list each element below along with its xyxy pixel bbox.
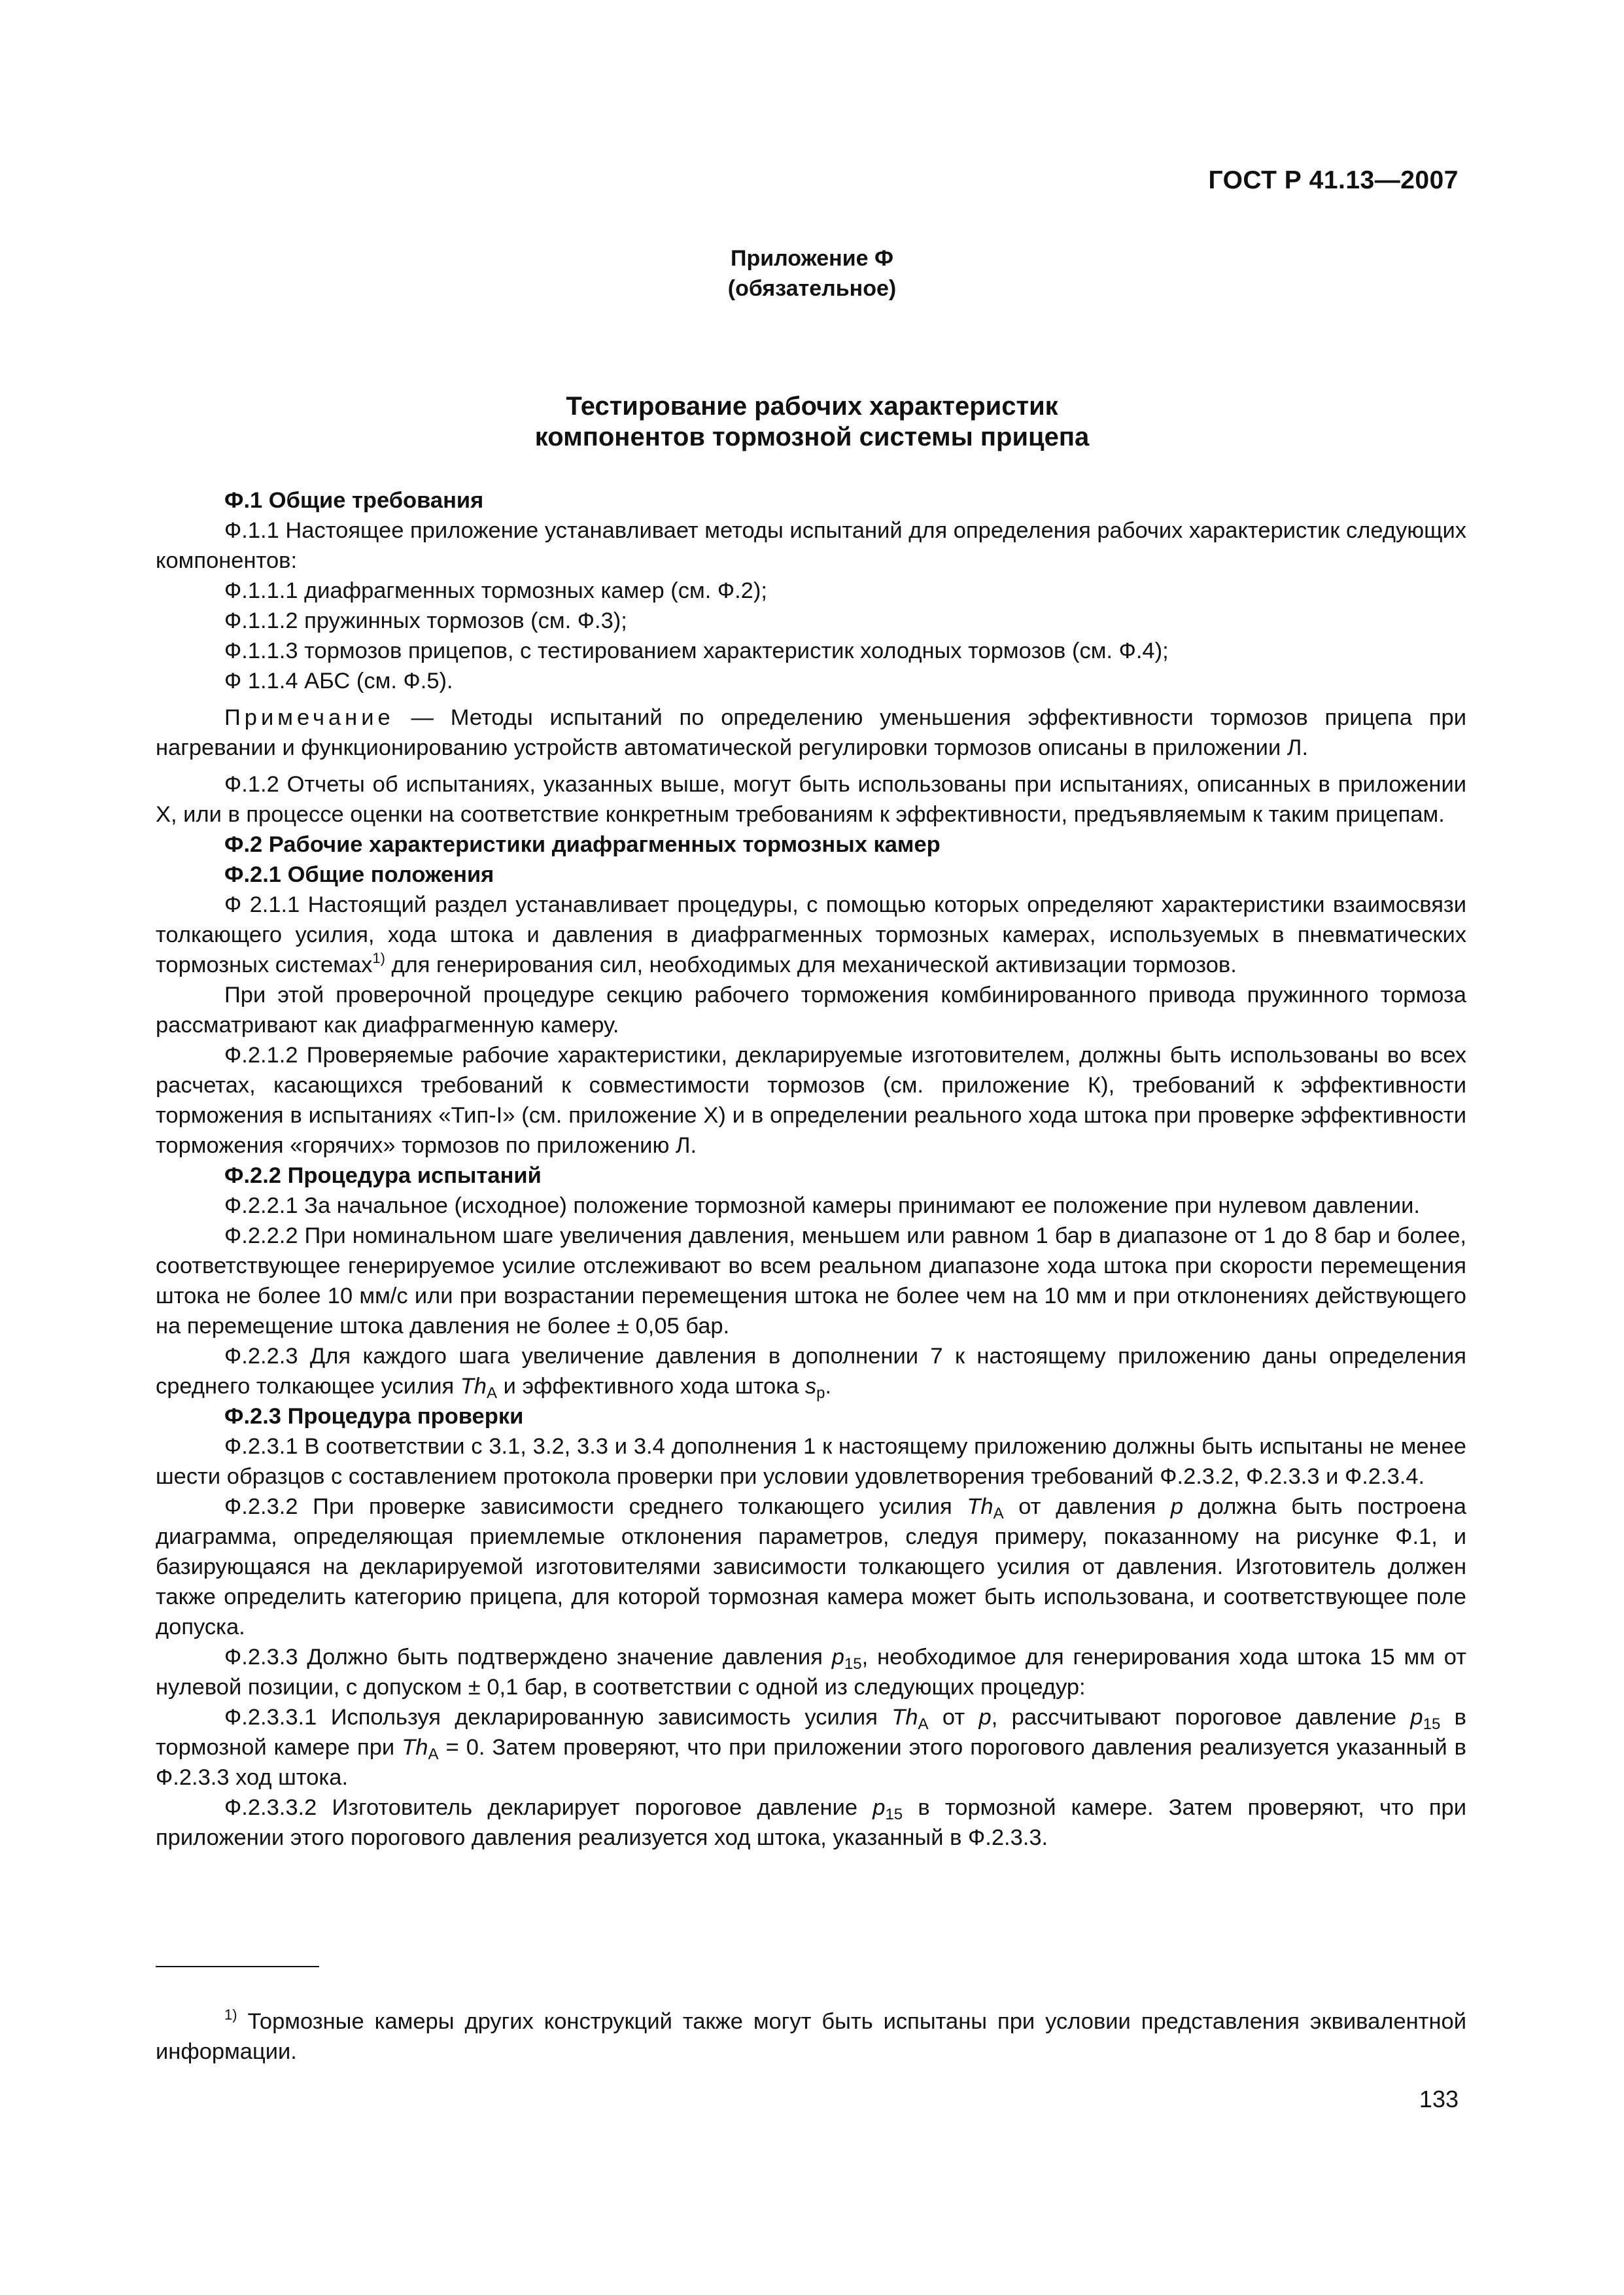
annex-title: Приложение Ф [731,246,893,271]
document-body [156,485,1466,1853]
paragraph-f223: Ф.2.2.3 Для каждого шага увеличение давления в дополнении 7 к настоящему приложению даны определения среднего толкающее усилия $Th_A$ и эффективного хода штока $s_p$. [156,1344,1466,1402]
note-text: — Методы испытаний по определению уменьшения эффективности тормозов прицепа при нагревании и функционированию устройств автоматической регулировки тормозов описаны в приложении Л. [156,705,1466,760]
list-item-f1111: Ф.1.1.1 диафрагменных тормозных камер (см. Ф.2); [224,578,767,603]
document-title-line1: Тестирование рабочих характеристик [566,392,1058,421]
note-label: Примечание [224,705,394,730]
page-number: 133 [1419,2086,1459,2112]
list-item-f1113: Ф.1.1.3 тормозов прицепов, с тестированием характеристик холодных тормозов (см. Ф.4); [224,639,1169,663]
section-heading-f21: Ф.2.1 Общие положения [224,862,494,887]
list-item-f1114: Ф 1.1.4 АБС (см. Ф.5). [224,669,453,693]
symbol-th: Th [460,1374,487,1399]
footnote-ref: 1) [372,950,385,966]
paragraph-f211: Ф 2.1.1 Настоящий раздел устанавливает процедуры, с помощью которых определяют характеристики взаимосвязи толкающего усилия, хода штока и давления в диафрагменных тормозных камерах, используемых в пневматических тормозных системах$^{1)}$ для генерирования сил, необходимых для механической активизации тормозов. [156,892,1466,977]
paragraph-f221: Ф.2.2.1 За начальное (исходное) положение тормозной камеры принимают ее положение при нулевом давлении. [224,1193,1420,1218]
paragraph-f2332: Ф.2.3.3.2 Изготовитель декларирует пороговое давление $p_{15}$ в тормозной камере. Затем проверяют, что при приложении этого порогового давления реализуется ход штока, указанный в Ф.2.3.3. [156,1795,1466,1850]
paragraph-f232: Ф.2.3.2 При проверке зависимости среднего толкающего усилия $Th_A$ от давления p должна быть построена диаграмма, определяющая приемлемые отклонения параметров, следуя примеру, показанному на рисунке Ф.1, и базирующаяся на декларируемой изготовителями зависимости толкающего усилия от давления. Изготовитель должен также определить категорию прицепа, для которой тормозная камера может быть использована, и соответствующее поле допуска. [156,1494,1466,1639]
standard-number: ГОСТ Р 41.13—2007 [1208,166,1459,194]
section-heading-f23: Ф.2.3 Процедура проверки [224,1404,524,1429]
list-item-f1112: Ф.1.1.2 пружинных тормозов (см. Ф.3); [224,608,627,633]
paragraph-f111: Ф.1.1 Настоящее приложение устанавливает методы испытаний для определения рабочих характеристик следующих компонентов: [156,518,1466,573]
paragraph-f2331: Ф.2.3.3.1 Используя декларированную зависимость усилия $Th_A$ от p, рассчитывают пороговое давление $p_{15}$ в тормозной камере при $Th_A = 0$. Затем проверяют, что при приложении этого порогового давления реализуется указанный в Ф.2.3.3 ход штока. [156,1705,1466,1790]
paragraph-f211-p2: При этой проверочной процедуре секцию рабочего торможения комбинированного привода пружинного тормоза рассматривают как диафрагменную камеру. [156,983,1466,1038]
paragraph-f112: Ф.1.2 Отчеты об испытаниях, указанных выше, могут быть использованы при испытаниях, описанных в приложении Х, или в процессе оценки на соответствие конкретным требованиям к эффективности, предъявляемым к таким прицепам. [156,772,1466,827]
footnote-text: Тормозные камеры других конструкций также могут быть испытаны при условии представления эквивалентной информации. [156,2008,1466,2064]
paragraph-f233: Ф.2.3.3 Должно быть подтверждено значение давления $p_{15}$, необходимое для генерирования хода штока 15 мм от нулевой позиции, с допуском ± 0,1 бар, в соответствии с одной из следующих процедур: [156,1645,1467,1700]
paragraph-f231: Ф.2.3.1 В соответствии с 3.1, 3.2, 3.3 и 3.4 дополнения 1 к настоящему приложению должны быть испытаны не менее шести образцов с составлением протокола проверки при условии удовлетворения требований Ф.2.3.2, Ф.2.3.3 и Ф.2.3.4. [156,1434,1466,1489]
paragraph-f222: Ф.2.2.2 При номинальном шаге увеличения давления, меньшем или равном 1 бар в диапазоне от 1 до 8 бар и более, соответствующее генерируемое усилие отслеживают во всем реальном диапазоне хода штока при скорости перемещения штока не более 10 мм/с или при возрастании перемещения штока не более чем на 10 мм и при отклонениях действующего на перемещение штока давления не более ± 0,05 бар. [156,1223,1466,1339]
footnote-separator [156,1966,319,1967]
section-heading-f2: Ф.2 Рабочие характеристики диафрагменных тормозных камер [224,832,941,857]
symbol-s: s [804,1374,817,1399]
section-heading-f22: Ф.2.2 Процедура испытаний [224,1163,542,1188]
document-title-line2: компонентов тормозной системы прицепа [534,423,1090,451]
footnote [156,2006,1466,2067]
footnote-mark: 1) [224,2006,237,2023]
note-paragraph [156,703,1466,763]
paragraph-f212: Ф.2.1.2 Проверяемые рабочие характеристики, декларируемые изготовителем, должны быть использованы во всех расчетах, касающихся требований к совместимости тормозов (см. приложение К), требований к эффективности торможения в испытаниях «Тип-I» (см. приложение Х) и в определении реального хода штока при проверке эффективности торможения «горячих» тормозов по приложению Л. [156,1043,1466,1158]
annex-status: (обязательное) [727,276,897,301]
section-heading-f1: Ф.1 Общие требования [224,488,484,513]
